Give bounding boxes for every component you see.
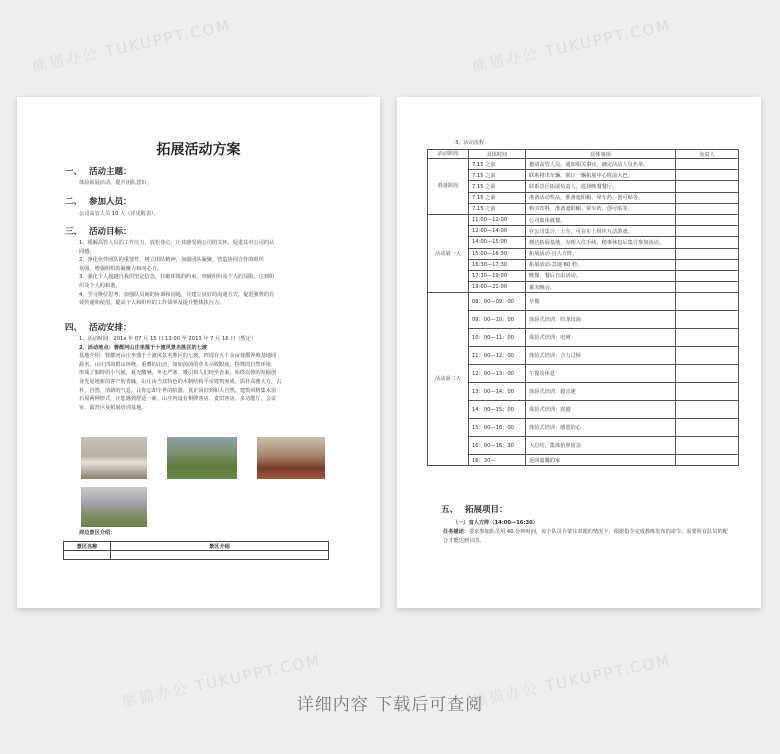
- task-cell: 联系景区拓展负责人，选择晚餐餐厅。: [526, 181, 676, 192]
- paragraph-line: 2、活动地点：蓉都河山庄坐落于十渡风景名胜区的七渡: [79, 344, 208, 351]
- table-header: 活动阶段: [428, 150, 469, 159]
- task-cell: 体验式培训：绞龙出海: [526, 311, 676, 329]
- task-label: 任务描述：: [443, 529, 469, 535]
- time-cell: 17:30—19:00: [469, 270, 526, 281]
- paragraph-line: 1、活动时间：201x 年 07 月 15 日 13:00 至 2013 年 7 月 16 日（暂定）: [79, 336, 257, 342]
- table-row: [428, 214, 739, 225]
- responsible-cell: [676, 159, 739, 170]
- task-cell: 晚餐，餐后自由活动。: [526, 270, 676, 281]
- section-number: 三、: [65, 227, 83, 237]
- table-row: [428, 203, 739, 214]
- room-photo: [81, 437, 147, 479]
- table-row: [428, 347, 739, 365]
- schedule-table: [427, 149, 739, 466]
- responsible-cell: [676, 248, 739, 259]
- paragraph-line: 3、强化个人超越自我的坚定信念，打破环境的约束，突破组织及个人的局限，达到组: [79, 274, 275, 281]
- table-row: [428, 170, 739, 181]
- section-heading: [65, 321, 132, 333]
- paragraph-line: 同感。: [79, 248, 95, 255]
- paragraph-line: 1、缓解高管人员的工作压力，放松身心；让其感受到公司的关怀，促进其对公司的认: [79, 240, 275, 246]
- responsible-cell: [676, 259, 739, 270]
- table-row: [428, 226, 739, 237]
- paragraph-line: 基地介绍：蓉都河山庄坐落于十渡风景名胜区的七渡，四周有五十余亩蓉都养殖基地同: [79, 353, 277, 360]
- page-title: 拓展活动方案: [156, 142, 241, 158]
- section-heading: [65, 225, 132, 237]
- task-cell: 早餐: [526, 293, 676, 311]
- time-cell: 7.15 之前: [469, 181, 526, 192]
- watermark: 熊猫办公 TUKUPPT.COM: [470, 651, 673, 711]
- paragraph-line: 2、净化伙伴团队的重要性，树立团队精神，加强团队凝聚，营造协同合作的组织: [79, 257, 264, 264]
- responsible-cell: [676, 214, 739, 225]
- table-header: 具体事项: [526, 150, 676, 159]
- table-row: [428, 293, 739, 311]
- garden-photo: [167, 437, 237, 479]
- table-row: [64, 542, 329, 551]
- paragraph-line: 体验拓展活动，提升团队意识。: [79, 180, 152, 186]
- section-number: 五、: [441, 505, 459, 515]
- task-description: [443, 528, 733, 545]
- paragraph-line: 业先见地新的客产的青睐，山庄由当其特色的木制结构平房建筑而成，质朴高雅大方，古: [79, 378, 282, 385]
- stage-cell: 活动第二天: [428, 293, 469, 466]
- nearby-label: 周边景区介绍：: [79, 530, 116, 536]
- task-cell: 在公司集合，上车，可在车上组织互动游戏。: [526, 226, 676, 237]
- responsible-cell: [676, 181, 739, 192]
- table-row: [428, 282, 739, 293]
- table-row: [428, 419, 739, 437]
- paragraph-line: 形成了独特的小气候，夏无酷暑，冬无严寒，吸引着人们纷至沓来。始终以蓉的发掘创: [79, 370, 277, 377]
- time-cell: 13：00—14：00: [469, 383, 526, 401]
- task-cell: 到达拓展基地，办理入住手续，稍事休息后集合参加活动。: [526, 237, 676, 248]
- responsible-cell: [676, 170, 739, 181]
- time-cell: 12：00—13：00: [469, 365, 526, 383]
- time-cell: 16：00—16：30: [469, 437, 526, 455]
- time-cell: 15:00—16:30: [469, 248, 526, 259]
- task-cell: 体验式培训：超音速: [526, 383, 676, 401]
- task-cell: 拓展活动-盲人方阵。: [526, 248, 676, 259]
- time-cell: 7.15 之前: [469, 170, 526, 181]
- table-row: [428, 181, 739, 192]
- paragraph-line: 效传递和使用，提高个人和组织的工作效率及提升整体执行力。: [79, 300, 225, 307]
- objectives-block: [79, 239, 349, 308]
- building-photo: [81, 487, 147, 527]
- paragraph-line: 公司高管人员 10 人（详见附表）。: [79, 211, 159, 217]
- section-number: 一、: [65, 167, 83, 177]
- time-cell: 12:00—14:00: [469, 226, 526, 237]
- document-page-1: [17, 97, 380, 608]
- task-cell: 体验式培训：电网: [526, 329, 676, 347]
- section-number: 四、: [65, 323, 83, 333]
- task-text: 要求参加队员用 40 分钟时间，每个队员在蒙住双眼的情况下，根据指令完成教练发布的命令，需要所有队员的配合才能达到目的。: [443, 529, 728, 544]
- table-row: [428, 329, 739, 347]
- document-page-2: [397, 97, 761, 608]
- task-cell: 午餐及休息: [526, 365, 676, 383]
- table-row: [428, 365, 739, 383]
- table-header-row: [428, 150, 739, 159]
- time-cell: 7.15 之前: [469, 192, 526, 203]
- responsible-cell: [676, 347, 739, 365]
- download-hint: 详细内容 下载后可查阅: [296, 695, 484, 715]
- time-cell: 16：30—: [469, 455, 526, 466]
- task-cell: 邀请高管人员，通知相关事宜，确定活动人员名单。: [526, 159, 676, 170]
- section-heading: [441, 503, 508, 515]
- responsible-cell: [676, 329, 739, 347]
- time-cell: 10：00—11：00: [469, 329, 526, 347]
- responsible-cell: [676, 237, 739, 248]
- section-heading: [65, 165, 132, 177]
- responsible-cell: [676, 282, 739, 293]
- task-cell: 购买饮料，准备遮阳帽、晕车药、创可贴等。: [526, 203, 676, 214]
- responsible-cell: [676, 226, 739, 237]
- table-cell: [111, 551, 329, 560]
- task-cell: 体验式培训：感恩的心: [526, 419, 676, 437]
- table-row: [428, 159, 739, 170]
- time-cell: 16:30—17:30: [469, 259, 526, 270]
- paragraph-line: 氛围，增强组织的凝聚力和向心力。: [79, 265, 163, 272]
- time-cell: 11：00—12：00: [469, 347, 526, 365]
- responsible-cell: [676, 437, 739, 455]
- stage-cell: 活动第一天: [428, 214, 469, 292]
- time-cell: 15：00—16：00: [469, 419, 526, 437]
- section-heading: [65, 195, 132, 207]
- table-row: [428, 437, 739, 455]
- task-cell: 联系将出车辆，联订一辆拓展中心班前大巴。: [526, 170, 676, 181]
- paragraph-line: 石屋两种形式，让您感到舒适一新。山庄内设有棋牌客房、麦田客房、多功能厅，会议: [79, 396, 277, 403]
- task-cell: 大总结，集体拍照留念: [526, 437, 676, 455]
- watermark: 熊猫办公 TUKUPPT.COM: [30, 16, 233, 76]
- responsible-cell: [676, 419, 739, 437]
- task-cell: 篝火晚会。: [526, 282, 676, 293]
- arrangement-block: [79, 335, 354, 412]
- section-title: 活动目标：: [89, 227, 132, 237]
- paragraph-line: 朴、自然，清新的气息，让你忘却尘世的喧嚣，真正回归到和大自然。建筑风格集木屋: [79, 387, 277, 394]
- table-row: [428, 237, 739, 248]
- table-row: [64, 551, 329, 560]
- time-cell: 14:00—15:00: [469, 237, 526, 248]
- table-cell: [64, 551, 111, 560]
- section-number: 二、: [65, 197, 83, 207]
- table-row: [428, 270, 739, 281]
- task-cell: 公司集体就餐。: [526, 214, 676, 225]
- watermark: 熊猫办公 TUKUPPT.COM: [120, 651, 323, 711]
- responsible-cell: [676, 270, 739, 281]
- paragraph-line: 4、学习换位思考，加强队员间的协调和沟通，并建立良好的沟通方式，促进强势的有: [79, 291, 275, 298]
- responsible-cell: [676, 311, 739, 329]
- responsible-cell: [676, 383, 739, 401]
- section-title: 参加人员：: [89, 197, 132, 207]
- task-cell: 拓展活动-急速 60 秒。: [526, 259, 676, 270]
- table-header: 景区名称: [64, 542, 111, 551]
- watermark: 熊猫办公 TUKUPPT.COM: [470, 16, 673, 76]
- responsible-cell: [676, 401, 739, 419]
- paragraph-line: 室、露营区及拓展培训基地。: [79, 404, 147, 411]
- section-title: 活动安排：: [89, 323, 132, 333]
- paragraph-line: 织及个人的和谐。: [79, 282, 121, 289]
- table-row: [428, 248, 739, 259]
- time-cell: 19:00—21:00: [469, 282, 526, 293]
- table-row: [428, 259, 739, 270]
- nearby-table: [63, 541, 329, 560]
- stage-cell: 准备阶段: [428, 159, 469, 215]
- task-cell: 体验式培训：震撼: [526, 401, 676, 419]
- responsible-cell: [676, 293, 739, 311]
- task-cell: 返回嘉馨的家: [526, 455, 676, 466]
- table-header: 负责人: [676, 150, 739, 159]
- project-title: （一）盲人方阵（14:00—16:30）: [453, 520, 538, 526]
- responsible-cell: [676, 365, 739, 383]
- table-row: [428, 455, 739, 466]
- responsible-cell: [676, 192, 739, 203]
- time-cell: 7.15 之前: [469, 203, 526, 214]
- table-header: 景区介绍: [111, 542, 329, 551]
- time-cell: 08：00—09：00: [469, 293, 526, 311]
- table-row: [428, 311, 739, 329]
- time-cell: 09：00—10：00: [469, 311, 526, 329]
- flow-title: 3、活动流程：: [455, 140, 490, 146]
- responsible-cell: [676, 203, 739, 214]
- task-cell: 准备活动奖品，准备遮阳帽、晕车药、创可贴等。: [526, 192, 676, 203]
- dining-photo: [257, 437, 325, 479]
- paragraph-line: 源名，山庄四周群山环绕，重叠的山峦，如如茵茵的草木尽收眼底，特殊的自然环境，: [79, 361, 277, 368]
- table-row: [428, 383, 739, 401]
- section-title: 活动主题：: [89, 167, 132, 177]
- time-cell: 7.15 之前: [469, 159, 526, 170]
- table-header: 具体时间: [469, 150, 526, 159]
- table-row: [428, 192, 739, 203]
- responsible-cell: [676, 455, 739, 466]
- task-cell: 体验式培训：合力过桥: [526, 347, 676, 365]
- section-title: 拓展项目：: [465, 505, 508, 515]
- time-cell: 11:00—12:00: [469, 214, 526, 225]
- table-row: [428, 401, 739, 419]
- time-cell: 14：00—15：00: [469, 401, 526, 419]
